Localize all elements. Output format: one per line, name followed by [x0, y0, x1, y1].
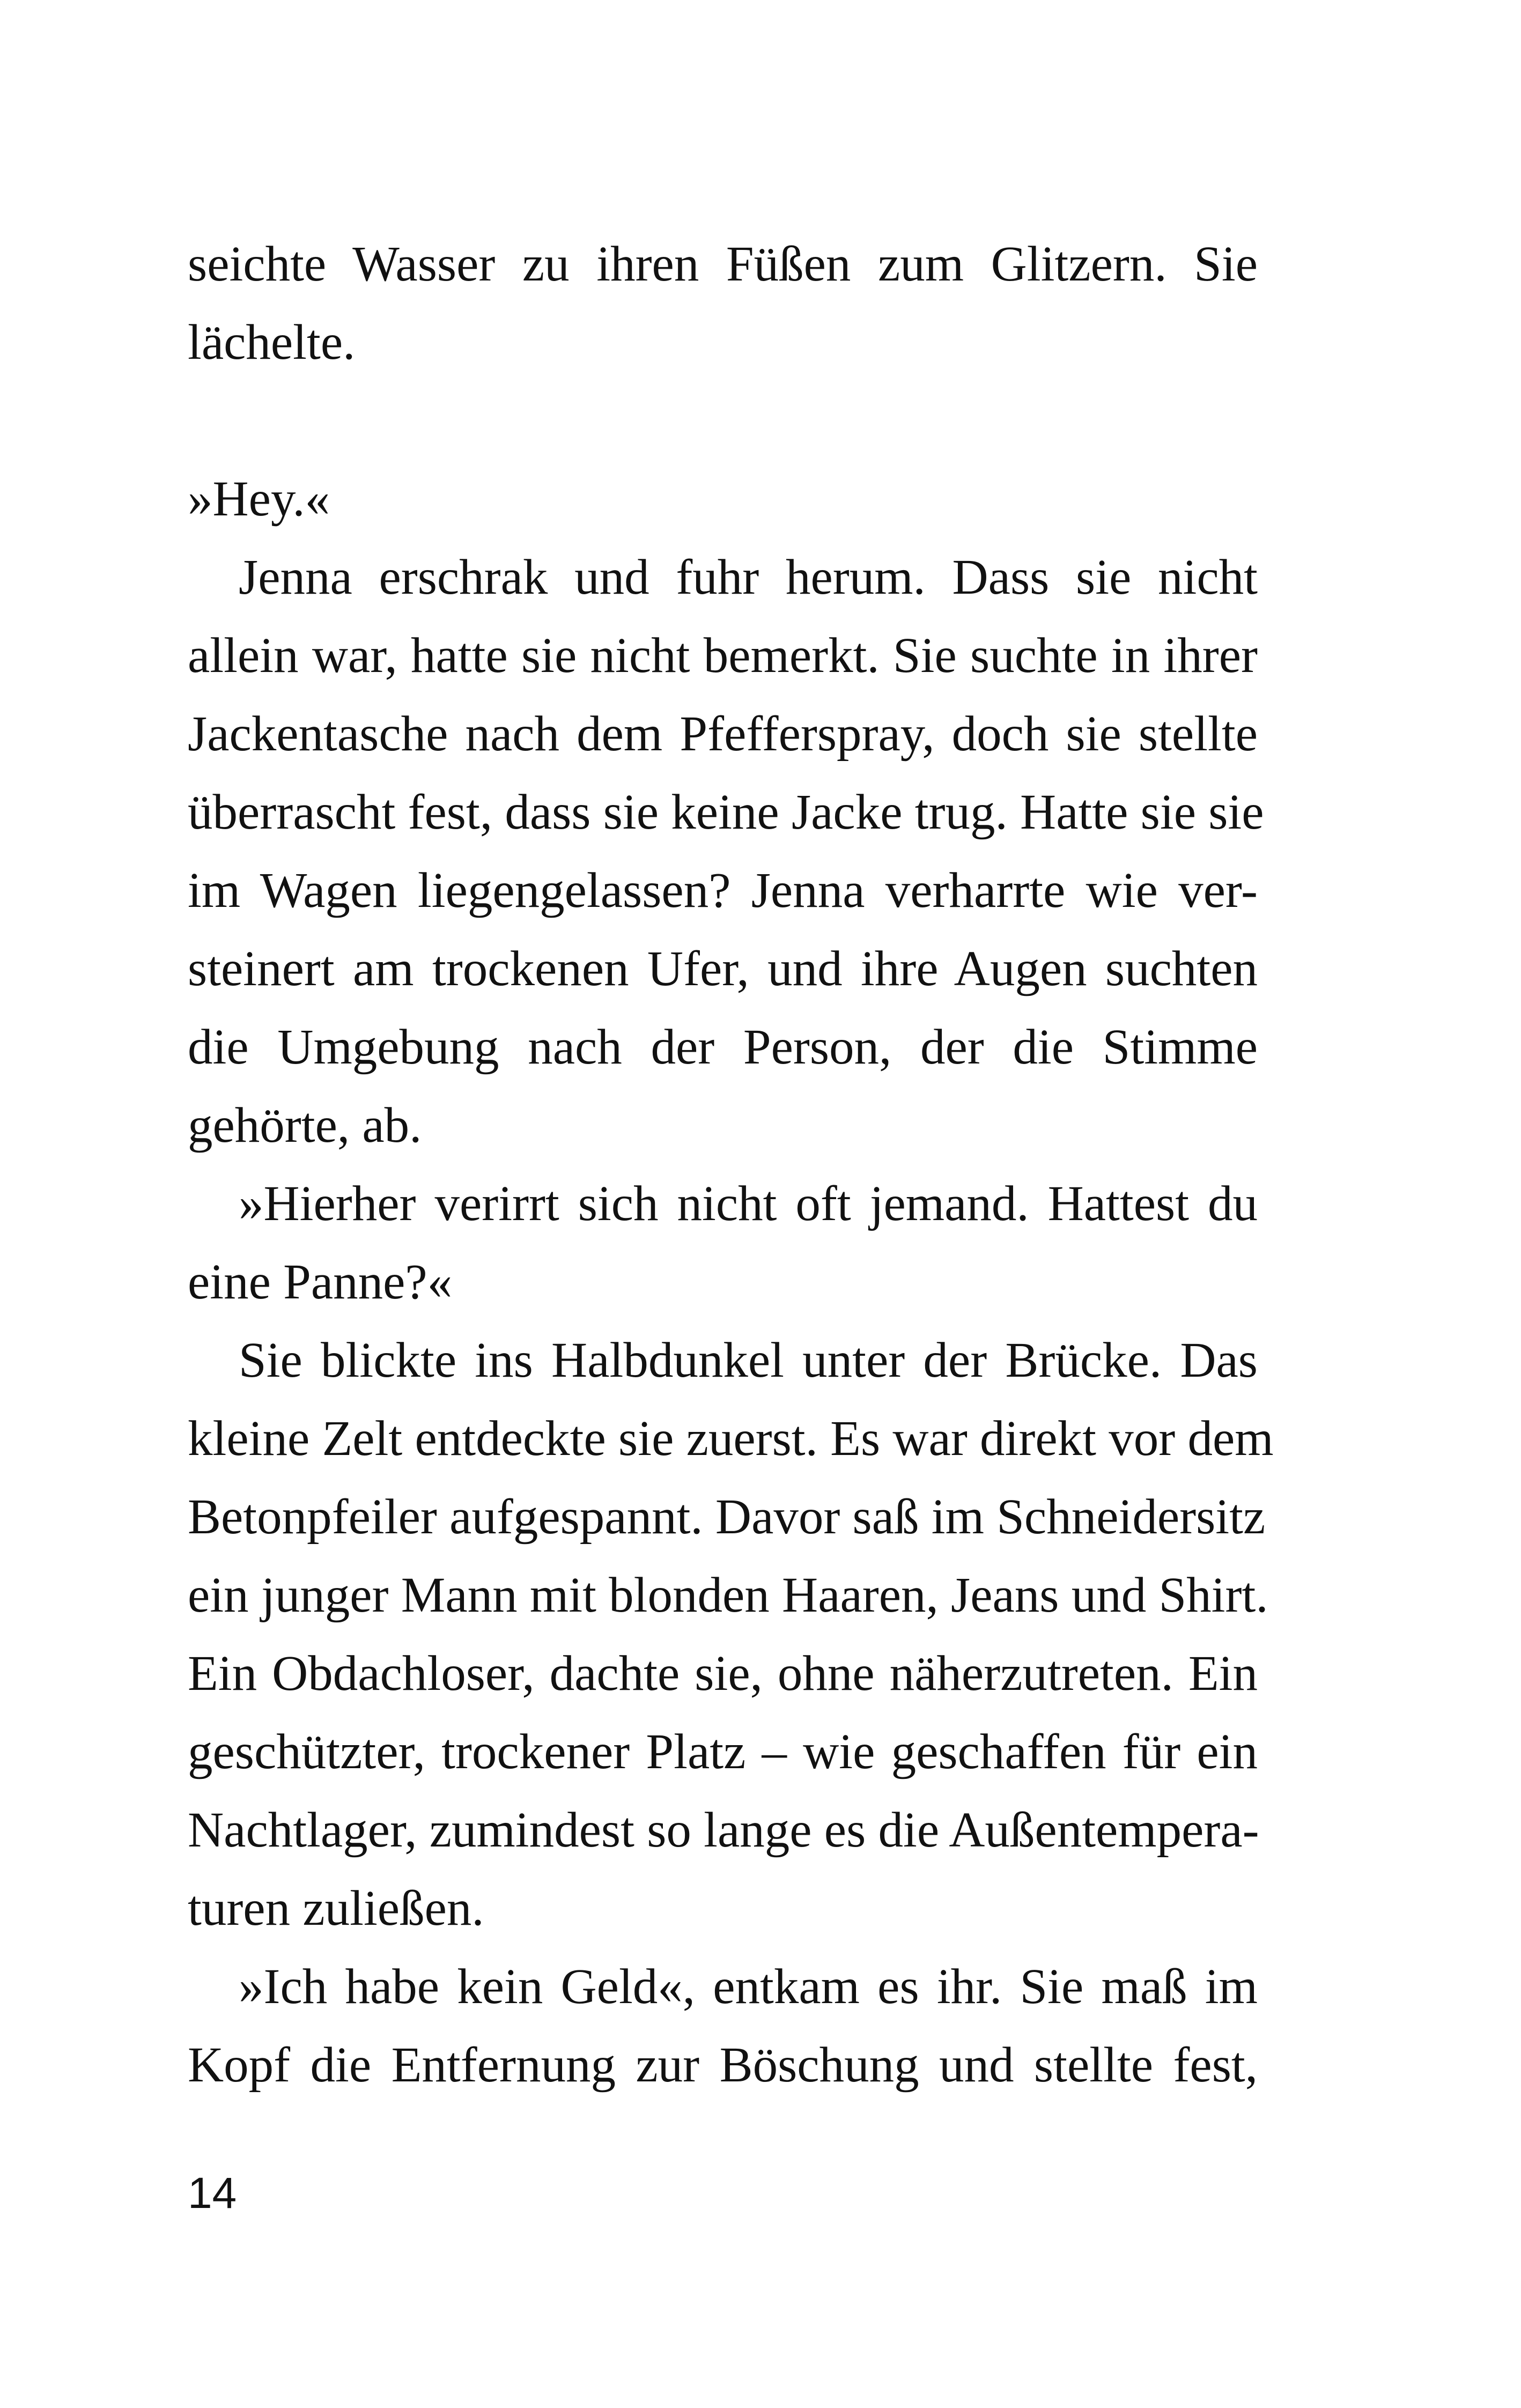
paragraph-gap: [188, 382, 1258, 460]
text-line: Ein Obdachloser, dachte sie, ohne näherzutreten. Ein: [188, 1646, 1258, 1701]
text-line: allein war, hatte sie nicht bemerkt. Sie suchte in ihrer: [188, 628, 1258, 683]
text-line: turen zuließen.: [188, 1881, 484, 1936]
text-line: die Umgebung nach der Person, der die Stimme: [188, 1020, 1258, 1075]
text-line: Betonpfeiler aufgespannt. Davor saß im Schneidersitz: [188, 1489, 1266, 1545]
text-line: steinert am trockenen Ufer, und ihre Augen suchten: [188, 941, 1258, 996]
page-number: 14: [188, 2169, 237, 2218]
text-line: seichte Wasser zu ihren Füßen zum Glitzern. Sie: [188, 237, 1258, 292]
text-line: im Wagen liegengelassen? Jenna verharrte wie ver-: [188, 863, 1258, 918]
text-line: kleine Zelt entdeckte sie zuerst. Es war direkt vor dem: [188, 1411, 1274, 1466]
text-line: Sie blickte ins Halbdunkel unter der Brücke. Das: [239, 1333, 1258, 1388]
text-line: geschützter, trockener Platz – wie geschaffen für ein: [188, 1724, 1258, 1779]
text-line: »Ich habe kein Geld«, entkam es ihr. Sie maß im: [239, 1959, 1258, 2014]
text-line: lächelte.: [188, 315, 356, 370]
text-line: »Hierher verirrt sich nicht oft jemand. Hattest du: [239, 1176, 1258, 1231]
text-line: überrascht fest, dass sie keine Jacke trug. Hatte sie sie: [188, 785, 1264, 840]
text-line: eine Panne?«: [188, 1254, 453, 1310]
body-text: [188, 225, 1274, 2104]
text-line: gehörte, ab.: [188, 1098, 422, 1153]
text-line: »Hey.«: [188, 471, 330, 527]
text-line: ein junger Mann mit blonden Haaren, Jeans und Shirt.: [188, 1568, 1268, 1623]
text-line: Jenna erschrak und fuhr herum. Dass sie nicht: [239, 550, 1258, 605]
text-line: Jackentasche nach dem Pfefferspray, doch sie stellte: [188, 706, 1258, 762]
text-line: Kopf die Entfernung zur Böschung und stellte fest,: [188, 2037, 1258, 2093]
text-line: Nachtlager, zumindest so lange es die Außentempera-: [188, 1803, 1259, 1858]
